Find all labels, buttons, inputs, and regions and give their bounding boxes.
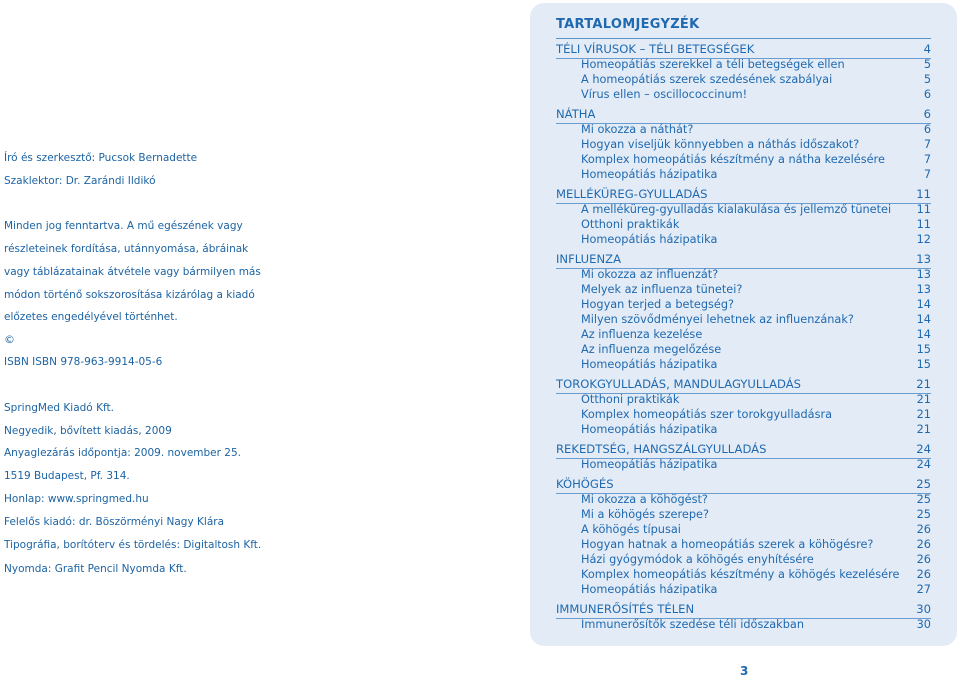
toc-subentry xyxy=(556,267,931,282)
toc-subentry xyxy=(556,122,931,137)
toc-section-entry xyxy=(556,42,931,57)
proofreader: Szaklektor: Dr. Zarándi Ildikó xyxy=(4,175,156,187)
table-of-contents xyxy=(530,3,957,646)
page-number: 3 xyxy=(740,664,749,678)
toc-section-entry xyxy=(556,252,931,267)
toc-subentry xyxy=(556,202,931,217)
toc-entry-page: 13 xyxy=(916,252,931,266)
toc-entry-label: INFLUENZA xyxy=(556,252,621,266)
rights-line: vagy táblázatainak átvétele vagy bármilyen más xyxy=(4,266,261,278)
toc-subentry xyxy=(556,152,931,167)
toc-entry-page: 26 xyxy=(916,523,931,536)
toc-entry-page: 30 xyxy=(916,602,931,616)
author-editor: Író és szerkesztő: Pucsok Bernadette xyxy=(4,152,198,164)
toc-subentry xyxy=(556,582,931,597)
typography-credit: Tipográfia, borítóterv és tördelés: Digitaltosh Kft. xyxy=(4,539,262,551)
toc-subentry xyxy=(556,217,931,232)
toc-entry-page: 27 xyxy=(916,583,931,596)
toc-entry-label: Immunerősítők szedése téli időszakban xyxy=(581,618,804,631)
toc-section-entry xyxy=(556,107,931,122)
toc-entry-page: 26 xyxy=(916,538,931,551)
edition: Negyedik, bővített kiadás, 2009 xyxy=(4,425,172,437)
toc-subentry xyxy=(556,57,931,72)
toc-entry-label: Vírus ellen – oscillococcinum! xyxy=(581,88,748,101)
toc-entry-label: Az influenza kezelése xyxy=(581,328,703,341)
toc-entry-label: Homeopátiás házipatika xyxy=(581,358,718,371)
toc-entry-page: 7 xyxy=(923,153,931,166)
toc-entry-page: 25 xyxy=(916,508,931,521)
responsible-publisher: Felelős kiadó: dr. Böszörményi Nagy Klára xyxy=(4,516,225,528)
toc-entry-label: Komplex homeopátiás szer torokgyulladásra xyxy=(581,408,833,421)
toc-entry-page: 4 xyxy=(923,42,931,56)
toc-subentry xyxy=(556,87,931,102)
toc-entry-page: 24 xyxy=(916,458,931,471)
toc-subentry xyxy=(556,342,931,357)
toc-entry-label: Otthoni praktikák xyxy=(581,218,680,231)
toc-entry-label: Mi a köhögés szerepe? xyxy=(581,508,709,521)
toc-entry-label: Hogyan viseljük könnyebben a náthás időszakot? xyxy=(581,138,860,151)
toc-subentry xyxy=(556,552,931,567)
toc-entry-page: 7 xyxy=(923,168,931,181)
isbn: ISBN ISBN 978-963-9914-05-6 xyxy=(4,356,163,368)
toc-subentry xyxy=(556,72,931,87)
toc-entry-label: REKEDTSÉG, HANGSZÁLGYULLADÁS xyxy=(556,442,767,456)
toc-subentry xyxy=(556,312,931,327)
toc-entry-page: 5 xyxy=(923,73,931,86)
toc-entry-page: 13 xyxy=(916,283,931,296)
closing-date: Anyaglezárás időpontja: 2009. november 25. xyxy=(4,447,241,459)
toc-entry-page: 14 xyxy=(916,328,931,341)
toc-entry-label: A melléküreg-gyulladás kialakulása és jellemző tünetei xyxy=(581,203,892,216)
toc-entry-label: Az influenza megelőzése xyxy=(581,343,722,356)
toc-title-divider xyxy=(556,38,931,39)
toc-subentry xyxy=(556,357,931,372)
toc-entry-label: Mi okozza a náthát? xyxy=(581,123,694,136)
copyright-symbol: © xyxy=(4,333,15,346)
toc-subentry xyxy=(556,282,931,297)
toc-entry-page: 15 xyxy=(916,343,931,356)
toc-section-entry xyxy=(556,187,931,202)
rights-line: részleteinek fordítása, utánnyomása, ábráinak xyxy=(4,243,249,255)
toc-entry-label: Homeopátiás házipatika xyxy=(581,233,718,246)
rights-line: módon történő sokszorosítása kizárólag a kiadó xyxy=(4,289,255,301)
toc-entry-label: Homeopátiás házipatika xyxy=(581,423,718,436)
imprint-page xyxy=(4,0,504,681)
toc-entry-label: Mi okozza az influenzát? xyxy=(581,268,719,281)
website: Honlap: www.springmed.hu xyxy=(4,493,149,505)
toc-entry-label: Mi okozza a köhögést? xyxy=(581,493,708,506)
toc-section-entry xyxy=(556,477,931,492)
toc-entry-label: Otthoni praktikák xyxy=(581,393,680,406)
toc-entry-page: 7 xyxy=(923,138,931,151)
toc-subentry xyxy=(556,522,931,537)
toc-section-entry xyxy=(556,442,931,457)
toc-entry-page: 25 xyxy=(916,477,931,491)
toc-entry-page: 6 xyxy=(923,107,931,121)
toc-entry-page: 24 xyxy=(916,442,931,456)
toc-entry-page: 15 xyxy=(916,358,931,371)
toc-entry-page: 21 xyxy=(916,408,931,421)
toc-entry-page: 5 xyxy=(923,58,931,71)
toc-entry-label: IMMUNERŐSÍTÉS TÉLEN xyxy=(556,602,695,616)
publisher: SpringMed Kiadó Kft. xyxy=(4,402,114,414)
toc-entry-label: Melyek az influenza tünetei? xyxy=(581,283,743,296)
toc-section-entry xyxy=(556,602,931,617)
toc-entry-label: Hogyan terjed a betegség? xyxy=(581,298,734,311)
toc-subentry xyxy=(556,492,931,507)
address: 1519 Budapest, Pf. 314. xyxy=(4,470,130,482)
printing-credit: Nyomda: Grafit Pencil Nyomda Kft. xyxy=(4,563,187,575)
toc-entry-label: Hogyan hatnak a homeopátiás szerek a köhögésre? xyxy=(581,538,874,551)
toc-entry-page: 6 xyxy=(923,88,931,101)
toc-entry-label: TOROKGYULLADÁS, MANDULAGYULLADÁS xyxy=(556,377,802,391)
toc-entry-page: 30 xyxy=(916,618,931,631)
toc-subentry xyxy=(556,537,931,552)
toc-entry-label: MELLÉKÜREG-GYULLADÁS xyxy=(556,187,708,201)
toc-entry-label: TÉLI VÍRUSOK – TÉLI BETEGSÉGEK xyxy=(556,42,755,56)
toc-entry-page: 21 xyxy=(916,393,931,406)
toc-entry-label: Házi gyógymódok a köhögés enyhítésére xyxy=(581,553,814,566)
toc-subentry xyxy=(556,617,931,632)
toc-entry-page: 11 xyxy=(916,187,931,201)
toc-entry-page: 26 xyxy=(916,568,931,581)
toc-subentry xyxy=(556,232,931,247)
toc-entry-label: Komplex homeopátiás készítmény a nátha kezelésére xyxy=(581,153,885,166)
toc-entry-label: NÁTHA xyxy=(556,107,596,121)
toc-subentry xyxy=(556,422,931,437)
toc-entry-label: Homeopátiás házipatika xyxy=(581,168,718,181)
toc-entry-page: 25 xyxy=(916,493,931,506)
toc-entry-label: Homeopátiás házipatika xyxy=(581,458,718,471)
toc-entry-page: 11 xyxy=(916,218,931,231)
toc-entry-page: 12 xyxy=(916,233,931,246)
toc-entry-label: Homeopátiás szerekkel a téli betegségek ellen xyxy=(581,58,845,71)
toc-subentry xyxy=(556,327,931,342)
rights-line: előzetes engedélyével történhet. xyxy=(4,311,178,323)
toc-entry-page: 14 xyxy=(916,298,931,311)
rights-line: Minden jog fenntartva. A mű egészének vagy xyxy=(4,220,243,232)
toc-entry-label: Komplex homeopátiás készítmény a köhögés kezelésére xyxy=(581,568,900,581)
toc-entry-page: 6 xyxy=(923,123,931,136)
toc-entry-label: Milyen szövődményei lehetnek az influenzának? xyxy=(581,313,854,326)
toc-subentry xyxy=(556,297,931,312)
toc-entry-page: 21 xyxy=(916,377,931,391)
toc-entry-page: 13 xyxy=(916,268,931,281)
toc-entry-page: 21 xyxy=(916,423,931,436)
toc-entry-label: KÖHÖGÉS xyxy=(556,477,614,491)
toc-subentry xyxy=(556,137,931,152)
toc-entry-label: A homeopátiás szerek szedésének szabályai xyxy=(581,73,833,86)
toc-subentry xyxy=(556,507,931,522)
toc-subentry xyxy=(556,567,931,582)
toc-entry-label: A köhögés típusai xyxy=(581,523,681,536)
toc-entry-page: 14 xyxy=(916,313,931,326)
toc-subentry xyxy=(556,457,931,472)
toc-entry-page: 26 xyxy=(916,553,931,566)
toc-section-entry xyxy=(556,377,931,392)
toc-entry-label: Homeopátiás házipatika xyxy=(581,583,718,596)
toc-title: TARTALOMJEGYZÉK xyxy=(556,17,700,32)
toc-entry-page: 11 xyxy=(916,203,931,216)
toc-subentry xyxy=(556,167,931,182)
toc-subentry xyxy=(556,392,931,407)
toc-subentry xyxy=(556,407,931,422)
